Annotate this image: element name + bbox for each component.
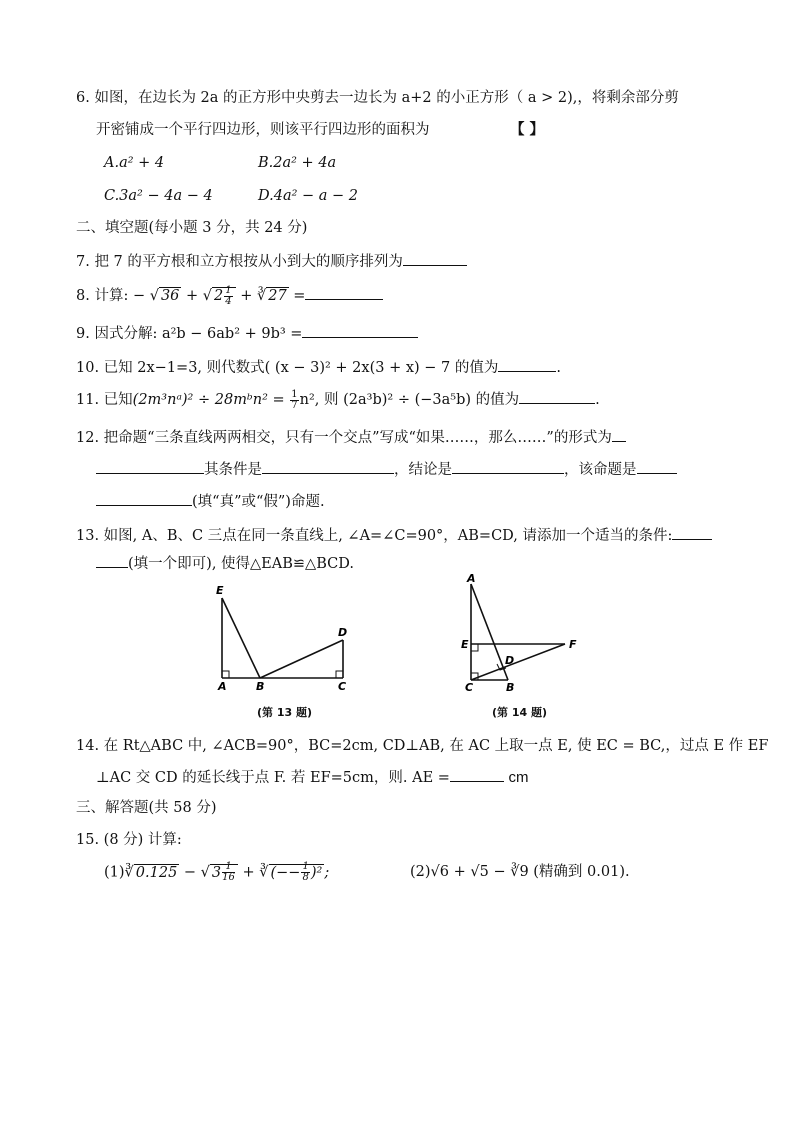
fig13-label-b: B (256, 680, 265, 690)
fig13-right-angle-c (336, 671, 343, 678)
q13-hint: (填一个即可), 使得△EAB≌△BCD. (128, 556, 354, 572)
q12-blank-condition[interactable] (262, 458, 394, 474)
q12-line1 (76, 426, 626, 448)
q9-label: 9. 因式分解: a²b − 6ab² + 9b³ = (76, 326, 303, 342)
fig14-label-c: C (465, 681, 474, 692)
q15-part1-expression: ∛ 0.125 − √ 3 $\frac{1}{16}$ + ∛ (−− $\frac{1}{8}$ )² ; (124, 861, 330, 883)
q11-text: 11. 已知(2m³nᵃ)² ÷ 28mᵇn² = $\frac{1}{7}$ n², 则 (2a³b)² ÷ (−3a⁵b) 的值为 . (76, 388, 600, 411)
fig14-label-f: F (569, 638, 577, 651)
q13-text: 13. 如图, A、B、C 三点在同一条直线上, ∠A=∠C=90°，AB=CD, 请添加一个适当的条件: (76, 528, 673, 544)
q12-blank-truth[interactable] (96, 490, 192, 506)
q11-frac-denominator: 7 (291, 399, 298, 411)
fig13-label-e: E (216, 584, 224, 597)
section-3-heading: 三、解答题(共 58 分) (76, 800, 217, 816)
q13-blank[interactable] (96, 552, 128, 568)
q7-label: 7. 把 7 的平方根和立方根按从小到大的顺序排列为 (76, 254, 403, 270)
q11-blank[interactable] (519, 388, 595, 404)
q12-truth-label: ，该命题是 (564, 462, 637, 478)
fig13-caption: (第 13 题) (257, 706, 313, 719)
q7-blank[interactable] (403, 250, 467, 266)
q15-title: 15. (8 分) 计算: (76, 832, 182, 848)
q6-option-c: C.3a² − 4a − 4 (104, 188, 213, 204)
q12-blank-form[interactable] (96, 458, 204, 474)
fig13-segment-eb (222, 598, 260, 678)
q10-label: 10. 已知 2x−1=3, 则代数式( (x − 3)² + 2x(3 + x) − 7 的值为 (76, 360, 499, 376)
q12-text: 12. 把命题“三条直线两两相交，只有一个交点”写成“如果……，那么……”的形式为 (76, 430, 612, 446)
q6-line1: 6. 如图，在边长为 2a 的正方形中央剪去一边长为 a+2 的小正方形（ a > 2),，将剩余部分剪 (76, 90, 679, 106)
q6-option-b: B.2a² + 4a (258, 155, 337, 171)
figure-14 (455, 572, 595, 692)
fig14-label-b: B (506, 681, 515, 692)
q9-text (76, 322, 418, 344)
q12-conclusion-label: ，结论是 (394, 462, 452, 478)
fig13-right-angle-a (222, 671, 229, 678)
q12-blank-form-start[interactable] (612, 426, 626, 442)
fig14-label-d: D (505, 654, 515, 667)
q6-option-d: D.4a² − a − 2 (258, 188, 359, 204)
q10-text: 10. 已知 2x−1=3, 则代数式( (x − 3)² + 2x(3 + x) − 7 的值为 . (76, 356, 561, 378)
q10-blank[interactable] (498, 356, 556, 372)
q12-blank-truth-start[interactable] (637, 458, 677, 474)
q11-expr-left: (2m³nᵃ)² ÷ 28mᵇn² = (132, 392, 290, 408)
q15-part1-label: (1) (104, 864, 125, 881)
q11-label: 11. 已知 (76, 392, 133, 408)
q13-line1 (76, 524, 712, 546)
q8-blank[interactable] (305, 284, 383, 300)
q12-line2 (96, 458, 677, 480)
q12-blank-conclusion[interactable] (452, 458, 564, 474)
q11-expr-right: n², 则 (2a³b)² ÷ (−3a⁵b) 的值为 (299, 392, 520, 408)
q15-part2: (2)√6 + √5 − ∛9 (精确到 0.01). (410, 864, 630, 880)
q14-blank[interactable] (450, 766, 504, 782)
q6-option-a: A.a² + 4 (104, 155, 165, 171)
q6-answer-bracket: 【 】 (510, 121, 545, 138)
q13-blank-start[interactable] (672, 524, 712, 540)
fig14-label-e: E (461, 638, 469, 651)
fig14-label-a: A (467, 572, 476, 585)
q8-expression: − √ 36 + √ 2 $\frac{1}{4}$ + ∛ 27 = (132, 284, 306, 307)
figure-13 (210, 580, 370, 690)
q8-text (76, 284, 383, 307)
q14-text: ⊥AC 交 CD 的延长线于点 F. 若 EF=5cm，则. AE = (96, 770, 450, 786)
q15-part1 (104, 862, 329, 883)
q11-frac-numerator: 1 (291, 388, 298, 400)
fig14-right-angle-e (471, 644, 478, 651)
fig14-segment-cf (471, 644, 565, 680)
q14-line2 (96, 766, 529, 788)
q8-label: 8. 计算: (76, 288, 133, 304)
fig13-label-c: C (338, 680, 347, 690)
fig13-segment-bd (260, 640, 343, 678)
section-2-heading: 二、填空题(每小题 3 分，共 24 分) (76, 220, 308, 236)
q9-blank[interactable] (302, 322, 418, 338)
q12-line3 (96, 490, 325, 512)
q12-condition-label: 其条件是 (204, 462, 262, 478)
q14-line1: 14. 在 Rt△ABC 中, ∠ACB=90°，BC=2cm, CD⊥AB, 在 AC 上取一点 E, 使 EC = BC,，过点 E 作 EF (76, 738, 769, 754)
fig14-caption: (第 14 题) (492, 706, 548, 719)
q6-line2: 开密铺成一个平行四边形，则该平行四边形的面积为 (96, 122, 430, 138)
q7-text (76, 250, 467, 272)
q12-truth-hint: (填“真”或“假”)命题. (192, 494, 325, 510)
fig13-label-d: D (338, 626, 348, 639)
q14-unit: cm (508, 769, 529, 786)
fig13-label-a: A (218, 680, 227, 690)
q13-line2 (96, 552, 354, 574)
fig14-segment-ab (471, 584, 508, 680)
